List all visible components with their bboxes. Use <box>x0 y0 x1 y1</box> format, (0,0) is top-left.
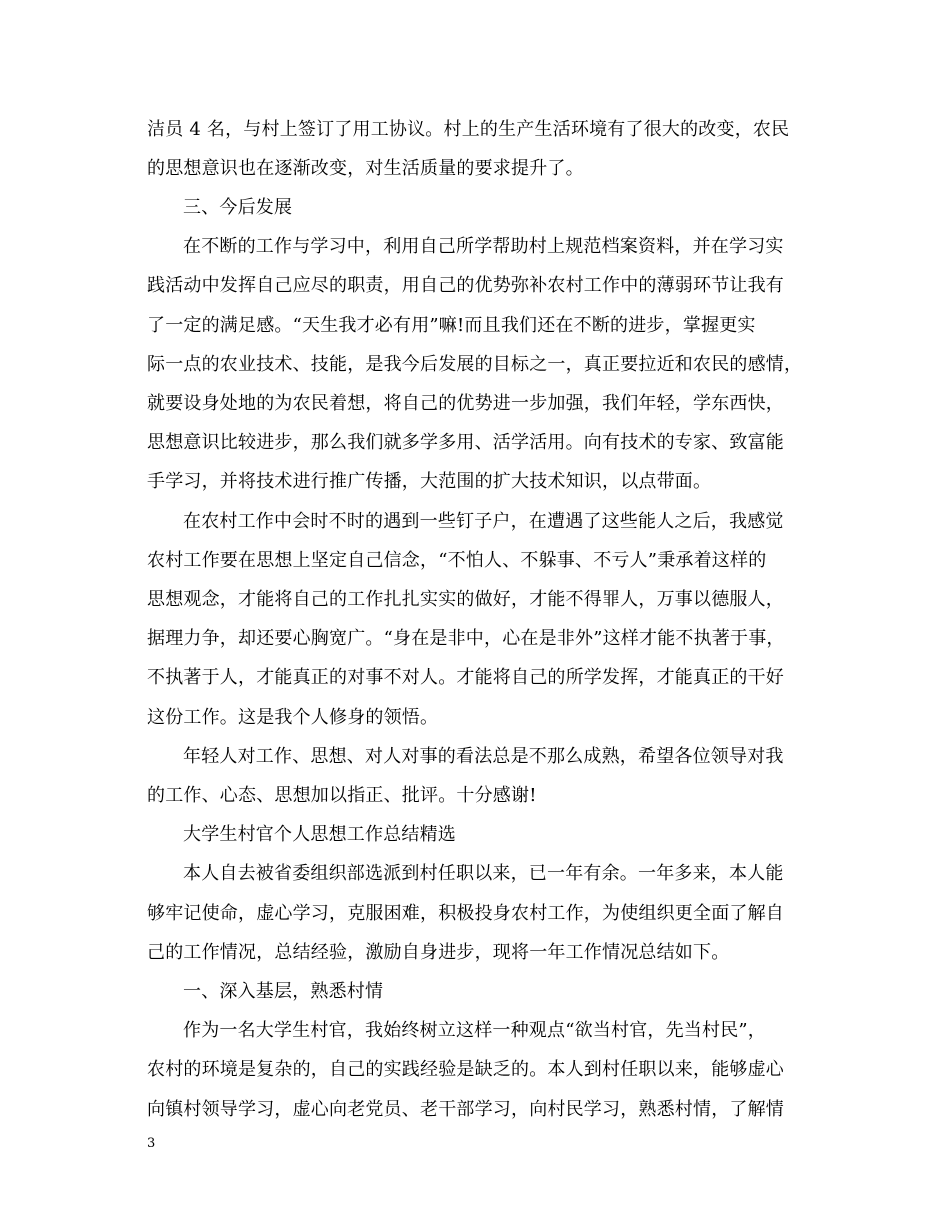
section-heading: 一、深入基层，熟悉村情 <box>183 981 384 1002</box>
section-title: 大学生村官个人思想工作总结精选 <box>183 824 456 845</box>
text-line: 向镇村领导学习，虚心向老党员、老干部学习，向村民学习，熟悉村情，了解情 <box>147 1099 784 1120</box>
page-number: 3 <box>147 1136 156 1151</box>
section-heading: 三、今后发展 <box>183 197 293 218</box>
text-line: 作为一名大学生村官，我始终树立这样一种观点“欲当村官，先当村民”， <box>183 1020 767 1041</box>
text-line: 在农村工作中会时不时的遇到一些钉子户，在遭遇了这些能人之后，我感觉 <box>183 511 784 532</box>
text-line: 不执著于人，才能真正的对事不对人。才能将自己的所学发挥，才能真正的干好 <box>147 667 784 688</box>
text-line: 年轻人对工作、思想、对人对事的看法总是不那么成熟，希望各位领导对我 <box>183 746 784 767</box>
text-line: 的思想意识也在逐渐改变，对生活质量的要求提升了。 <box>147 158 584 179</box>
text-line: 际一点的农业技术、技能，是我今后发展的目标之一，真正要拉近和农民的感情， <box>147 354 803 375</box>
text-line: 了一定的满足感。“天生我才必有用”嘛!而且我们还在不断的进步，掌握更实 <box>147 315 756 336</box>
text-line: 就要设身处地的为农民着想，将自己的优势进一步加强，我们年轻，学东西快， <box>147 393 784 414</box>
text-line: 思想观念，才能将自己的工作扎扎实实的做好，才能不得罪人，万事以德服人， <box>147 589 784 610</box>
text-line: 手学习，并将技术进行推广传播，大范围的扩大技术知识，以点带面。 <box>147 471 712 492</box>
text-line: 在不断的工作与学习中，利用自己所学帮助村上规范档案资料，并在学习实 <box>183 236 784 257</box>
text-line: 这份工作。这是我个人修身的领悟。 <box>147 707 439 728</box>
text-line: 农村工作要在思想上坚定自己信念，“不怕人、不躲事、不亏人”秉承着这样的 <box>147 550 767 571</box>
text-line: 践活动中发挥自己应尽的职责，用自己的优势弥补农村工作中的薄弱环节让我有 <box>147 275 784 296</box>
text-line: 思想意识比较进步，那么我们就多学多用、活学活用。向有技术的专家、致富能 <box>147 432 784 453</box>
text-line: 的工作、心态、思想加以指正、批评。十分感谢! <box>147 785 537 806</box>
text-line: 农村的环境是复杂的，自己的实践经验是缺乏的。本人到村任职以来，能够虚心 <box>147 1059 784 1080</box>
text-line: 够牢记使命，虚心学习，克服困难，积极投身农村工作，为使组织更全面了解自 <box>147 903 784 924</box>
text-line: 己的工作情况，总结经验，激励自身进步，现将一年工作情况总结如下。 <box>147 942 730 963</box>
text-line: 洁员 4 名，与村上签订了用工协议。村上的生产生活环境有了很大的改变，农民 <box>147 119 790 140</box>
text-line: 本人自去被省委组织部选派到村任职以来，已一年有余。一年多来，本人能 <box>183 863 784 884</box>
text-line: 据理力争，却还要心胸宽广。“身在是非中，心在是非外”这样才能不执著于事， <box>147 628 785 649</box>
